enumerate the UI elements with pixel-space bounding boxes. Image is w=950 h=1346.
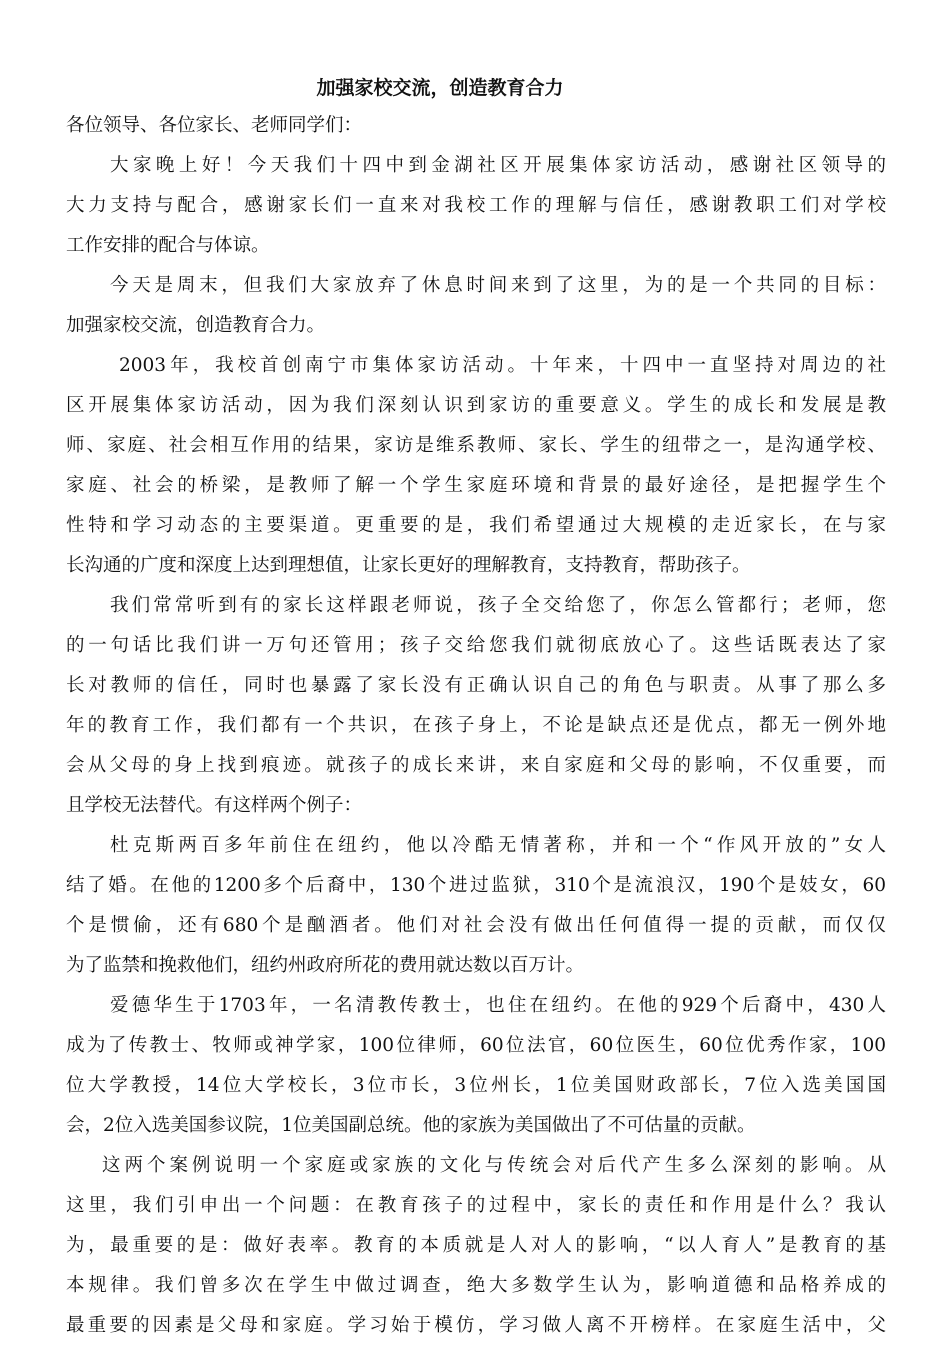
paragraph-line: 的一句话比我们讲一万句还管用；孩子交给您我们就彻底放心了。这些话既表达了家 bbox=[66, 635, 886, 656]
document-body bbox=[66, 106, 886, 1346]
paragraph-line: 本规律。我们曾多次在学生中做过调查，绝大多数学生认为，影响道德和品格养成的 bbox=[66, 1275, 886, 1296]
paragraph-line: 且学校无法替代。有这样两个例子： bbox=[66, 795, 363, 816]
paragraph-line: 大力支持与配合，感谢家长们一直来对我校工作的理解与信任，感谢教职工们对学校 bbox=[66, 195, 886, 216]
paragraph-line: 2003年，我校首创南宁市集体家访活动。十年来，十四中一直坚持对周边的社 bbox=[119, 355, 886, 376]
paragraph-line: 为了监禁和挽救他们，纽约州政府所花的费用就达数以百万计。 bbox=[66, 955, 585, 976]
paragraph-line: 爱德华生于1703年，一名清教传教士，也住在纽约。在他的929个后裔中，430人 bbox=[110, 995, 886, 1016]
paragraph-line: 性特和学习动态的主要渠道。更重要的是，我们希望通过大规模的走近家长，在与家 bbox=[66, 515, 886, 536]
paragraph-line: 成为了传教士、牧师或神学家，100位律师，60位法官，60位医生，60位优秀作家，100 bbox=[66, 1035, 886, 1056]
paragraph-line: 位大学教授，14位大学校长，3位市长，3位州长，1位美国财政部长，7位入选美国国 bbox=[66, 1075, 886, 1096]
paragraph-line: 今天是周末，但我们大家放弃了休息时间来到了这里，为的是一个共同的目标： bbox=[110, 275, 886, 296]
paragraph-line: 结了婚。在他的1200多个后裔中，130个进过监狱，310个是流浪汉，190个是妓女，60 bbox=[66, 875, 886, 896]
paragraph-line: 会，2位入选美国参议院，1位美国副总统。他的家族为美国做出了不可估量的贡献。 bbox=[66, 1115, 756, 1136]
paragraph-line: 这里，我们引申出一个问题：在教育孩子的过程中，家长的责任和作用是什么？我认 bbox=[66, 1195, 886, 1216]
paragraph-line: 这两个案例说明一个家庭或家族的文化与传统会对后代产生多么深刻的影响。从 bbox=[102, 1155, 886, 1176]
paragraph-line: 年的教育工作，我们都有一个共识，在孩子身上，不论是缺点还是优点，都无一例外地 bbox=[66, 715, 886, 736]
document-title: 加强家校交流，创造教育合力 bbox=[316, 77, 564, 99]
paragraph-line: 师、家庭、社会相互作用的结果，家访是维系教师、家长、学生的纽带之一，是沟通学校、 bbox=[66, 435, 886, 456]
paragraph-line: 我们常常听到有的家长这样跟老师说，孩子全交给您了，你怎么管都行；老师，您 bbox=[110, 595, 886, 616]
paragraph-line: 为，最重要的是：做好表率。教育的本质就是人对人的影响，“以人育人”是教育的基 bbox=[66, 1235, 886, 1256]
paragraph-line: 最重要的因素是父母和家庭。学习始于模仿，学习做人离不开榜样。在家庭生活中，父 bbox=[66, 1315, 886, 1336]
paragraph-line: 杜克斯两百多年前住在纽约，他以冷酷无情著称，并和一个“作风开放的”女人 bbox=[110, 835, 886, 856]
paragraph-line: 工作安排的配合与体谅。 bbox=[66, 235, 270, 256]
paragraph-line: 个是惯偷，还有680个是酗酒者。他们对社会没有做出任何值得一提的贡献，而仅仅 bbox=[66, 915, 886, 936]
salutation-line: 各位领导、各位家长、老师同学们： bbox=[66, 115, 363, 136]
paragraph-line: 家庭、社会的桥梁，是教师了解一个学生家庭环境和背景的最好途径，是把握学生个 bbox=[66, 475, 886, 496]
paragraph-line: 加强家校交流，创造教育合力。 bbox=[66, 315, 326, 336]
paragraph-line: 长对教师的信任，同时也暴露了家长没有正确认识自己的角色与职责。从事了那么多 bbox=[66, 675, 886, 696]
paragraph-line: 大家晚上好！今天我们十四中到金湖社区开展集体家访活动，感谢社区领导的 bbox=[110, 155, 886, 176]
paragraph-line: 长沟通的广度和深度上达到理想值，让家长更好的理解教育，支持教育，帮助孩子。 bbox=[66, 555, 751, 576]
paragraph-line: 区开展集体家访活动，因为我们深刻认识到家访的重要意义。学生的成长和发展是教 bbox=[66, 395, 886, 416]
paragraph-line: 会从父母的身上找到痕迹。就孩子的成长来讲，来自家庭和父母的影响，不仅重要，而 bbox=[66, 755, 886, 776]
